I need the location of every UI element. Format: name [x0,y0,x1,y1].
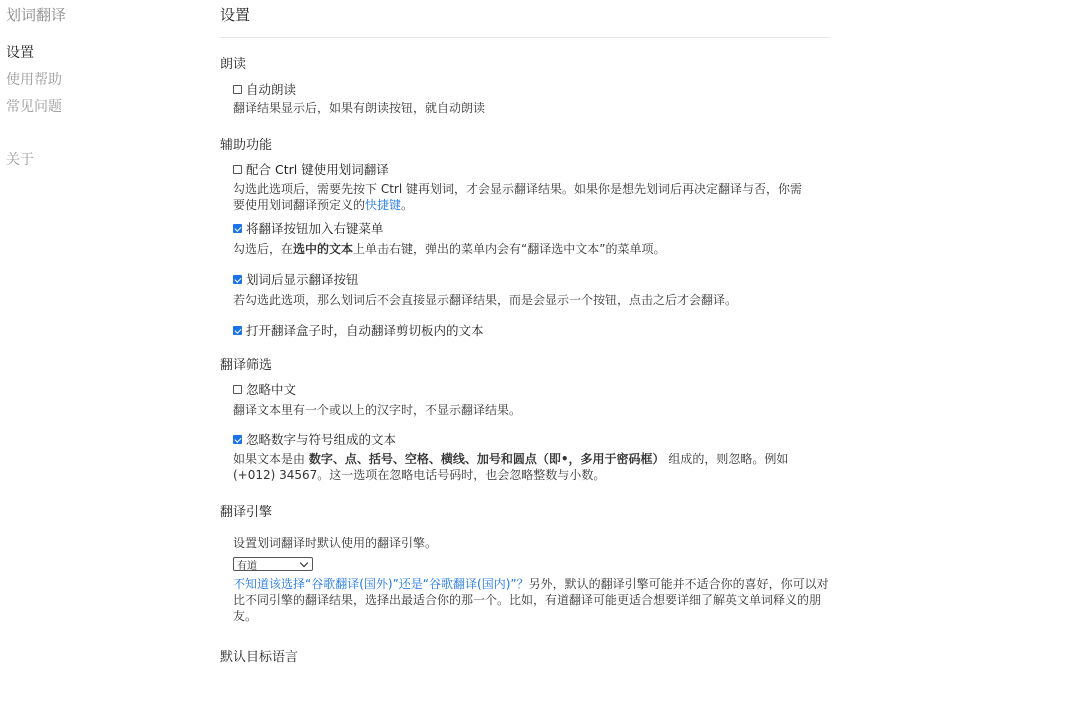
ignore-chinese-checkbox[interactable] [233,385,242,394]
section-assist [220,137,830,339]
ctrl-key-label: 配合 Ctrl 键使用划词翻译 [246,162,389,177]
page-title: 设置 [220,6,251,24]
ignore-chinese-desc: 翻译文本里有一个或以上的汉字时，不显示翻译结果。 [233,403,522,417]
auto-read-desc: 翻译结果显示后，如果有朗读按钮，就自动朗读 [233,101,486,115]
shortcut-link[interactable]: 快捷键 [365,198,402,212]
ignore-numbers-desc-text: 如果文本是由 [233,452,309,466]
engine-select-value: 有道 [237,560,257,572]
section-read-aloud [220,56,830,116]
section-title-engine: 翻译引擎 [220,505,273,520]
settings-main [220,0,830,667]
engine-note [233,576,829,624]
engine-desc: 设置划词翻译时默认使用的翻译引擎。 [233,536,438,550]
auto-read-option[interactable] [233,81,830,98]
engine-help-link[interactable]: 不知道该选择“谷歌翻译(国外)”还是“谷歌翻译(国内)”？ [233,577,529,591]
ctrl-key-option[interactable] [233,161,830,178]
section-title-target-lang: 默认目标语言 [220,650,299,665]
ignore-chinese-label: 忽略中文 [246,382,297,397]
context-menu-desc-end: 上单击右键，弹出的菜单内会有“翻译选中文本”的菜单项。 [353,242,666,256]
context-menu-desc-text: 勾选后，在 [233,242,294,256]
section-title-read-aloud: 朗读 [220,57,247,72]
context-menu-checkbox[interactable] [233,224,242,233]
section-title-assist: 辅助功能 [220,138,273,153]
chevron-down-icon [300,558,308,566]
clipboard-option[interactable] [233,322,830,339]
app-title: 划词翻译 [6,6,67,24]
context-menu-label: 将翻译按钮加入右键菜单 [246,221,384,236]
section-title-filter: 翻译筛选 [220,358,273,373]
section-target-lang [220,649,830,667]
ignore-numbers-desc [233,451,829,483]
show-button-desc: 若勾选此选项，那么划词后不会直接显示翻译结果，而是会显示一个按钮，点击之后才会翻译。 [233,293,738,307]
clipboard-checkbox[interactable] [233,326,242,335]
ignore-numbers-option[interactable] [233,431,830,448]
engine-note-text: 另外，默认的翻译引擎可能并不适合你的喜好，你可以对比不同引擎的翻译结果，选择出最适合你的那一个。比如，有道翻译可能更适合想要详细了解英文单词释义的朋友。 [233,577,829,623]
ignore-numbers-desc-bold: 数字、点、括号、空格、横线、加号和圆点（即•，多用于密码框） [308,452,665,466]
show-button-checkbox[interactable] [233,275,242,284]
ctrl-key-desc-end: 。 [401,198,414,212]
clipboard-label: 打开翻译盒子时，自动翻译剪切板内的文本 [246,323,484,338]
sidebar-item-help[interactable]: 使用帮助 [6,72,62,88]
nav-spacer [6,121,196,147]
context-menu-desc [233,241,830,257]
sidebar-item-settings[interactable]: 设置 [6,45,34,61]
context-menu-desc-bold: 选中的文本 [293,242,354,256]
ignore-numbers-checkbox[interactable] [233,435,242,444]
ctrl-key-desc [233,181,813,213]
show-button-label: 划词后显示翻译按钮 [246,272,359,287]
sidebar-nav [6,40,196,174]
ignore-chinese-option[interactable] [233,381,830,398]
ignore-numbers-label: 忽略数字与符号组成的文本 [246,432,397,447]
ctrl-key-desc-text: 勾选此选项后，需要先按下 Ctrl 键再划词，才会显示翻译结果。如果你是想先划词后再决定翻译与否，你需要使用划词翻译预定义的 [233,182,802,212]
sidebar [6,0,196,174]
ignore-numbers-desc-end: 组成的，则忽略。例如 (+012) 34567。这一选项在忽略电话号码时，也会忽略整数与小数。 [233,452,789,482]
context-menu-option[interactable] [233,220,830,237]
sidebar-item-faq[interactable]: 常见问题 [6,99,62,115]
auto-read-label: 自动朗读 [246,82,297,97]
section-engine [220,504,830,624]
sidebar-item-about[interactable]: 关于 [6,152,34,168]
engine-select[interactable] [233,557,313,571]
auto-read-checkbox[interactable] [233,85,242,94]
title-divider [220,37,830,38]
show-button-option[interactable] [233,271,830,288]
ctrl-key-checkbox[interactable] [233,165,242,174]
section-filter [220,357,830,483]
